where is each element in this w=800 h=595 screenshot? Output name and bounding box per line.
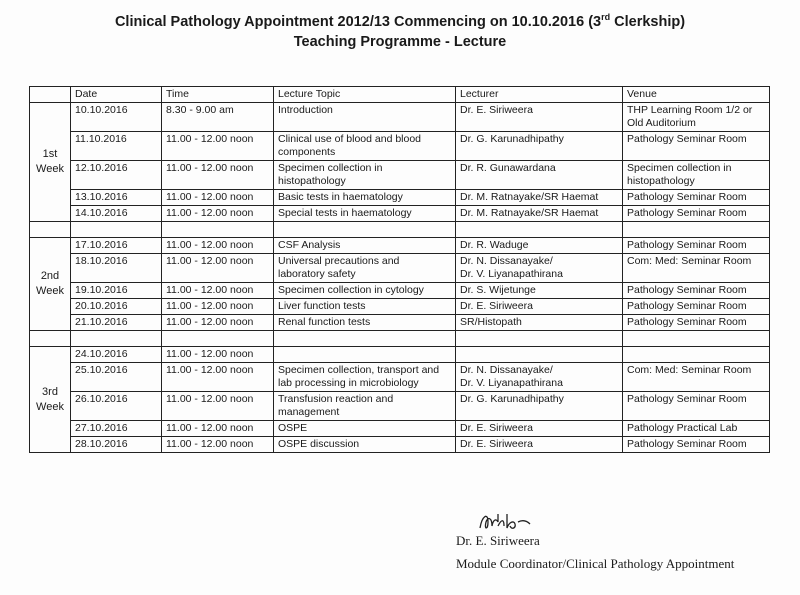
spacer-row [30, 222, 770, 238]
cell-date: 12.10.2016 [71, 161, 162, 190]
cell-lecturer [456, 437, 623, 453]
cell-line: Dr. M. Ratnayake/SR Haemat [460, 191, 599, 203]
cell-venue [623, 421, 770, 437]
cell-line: Pathology Practical Lab [627, 422, 738, 434]
spacer-cell [162, 222, 274, 238]
cell-line: Dr. N. Dissanayake/ [460, 255, 553, 267]
header-venue: Venue [623, 87, 770, 103]
cell-line: Dr. R. Waduge [460, 239, 529, 251]
cell-date: 28.10.2016 [71, 437, 162, 453]
cell-line: Clinical use of blood and blood [278, 133, 422, 145]
cell-time: 11.00 - 12.00 noon [162, 299, 274, 315]
cell-line: CSF Analysis [278, 239, 341, 251]
cell-line: Basic tests in haematology [278, 191, 403, 203]
table-row [30, 421, 770, 437]
cell-lecturer [456, 190, 623, 206]
cell-line: Specimen collection in cytology [278, 284, 424, 296]
cell-topic [274, 283, 456, 299]
spacer-cell [30, 331, 71, 347]
cell-date: 13.10.2016 [71, 190, 162, 206]
cell-lecturer [456, 206, 623, 222]
cell-line: histopathology [627, 175, 695, 187]
cell-time: 11.00 - 12.00 noon [162, 392, 274, 421]
table-row [30, 299, 770, 315]
cell-line: Dr. R. Gunawardana [460, 162, 556, 174]
cell-lecturer [456, 299, 623, 315]
spacer-cell [456, 331, 623, 347]
table-row [30, 238, 770, 254]
cell-line: Specimen collection in [627, 162, 732, 174]
cell-time: 11.00 - 12.00 noon [162, 283, 274, 299]
cell-line: Dr. E. Siriweera [460, 104, 533, 116]
spacer-cell [623, 222, 770, 238]
week-label [30, 347, 71, 453]
cell-date: 24.10.2016 [71, 347, 162, 363]
cell-topic [274, 363, 456, 392]
spacer-cell [30, 222, 71, 238]
cell-time: 11.00 - 12.00 noon [162, 363, 274, 392]
table-row [30, 437, 770, 453]
header-topic: Lecture Topic [274, 87, 456, 103]
cell-lecturer [456, 238, 623, 254]
cell-lecturer [456, 315, 623, 331]
cell-venue [623, 206, 770, 222]
cell-date: 25.10.2016 [71, 363, 162, 392]
cell-time: 11.00 - 12.00 noon [162, 437, 274, 453]
page-subtitle: Teaching Programme - Lecture [293, 34, 507, 50]
cell-line: Pathology Seminar Room [627, 133, 747, 145]
cell-date: 11.10.2016 [71, 132, 162, 161]
cell-venue [623, 347, 770, 363]
table-row [30, 103, 770, 132]
cell-time: 11.00 - 12.00 noon [162, 315, 274, 331]
cell-venue [623, 103, 770, 132]
signatory-name: Dr. E. Siriweera [456, 533, 540, 548]
table-row [30, 315, 770, 331]
cell-topic [274, 190, 456, 206]
cell-date: 17.10.2016 [71, 238, 162, 254]
cell-lecturer [456, 421, 623, 437]
cell-topic [274, 238, 456, 254]
cell-time: 11.00 - 12.00 noon [162, 161, 274, 190]
cell-line: Dr. G. Karunadhipathy [460, 393, 564, 405]
cell-line: histopathology [278, 175, 346, 187]
spacer-cell [274, 222, 456, 238]
cell-venue [623, 392, 770, 421]
cell-lecturer [456, 363, 623, 392]
cell-time: 11.00 - 12.00 noon [162, 206, 274, 222]
cell-line: components [278, 146, 336, 158]
cell-line: THP Learning Room 1/2 or [627, 104, 753, 116]
cell-venue [623, 254, 770, 283]
cell-topic [274, 421, 456, 437]
spacer-cell [71, 331, 162, 347]
cell-line: Specimen collection in [278, 162, 383, 174]
cell-line: Com: Med: Seminar Room [627, 255, 752, 267]
week-word: Week [36, 285, 64, 297]
cell-line: laboratory safety [278, 268, 356, 280]
cell-line: lab processing in microbiology [278, 377, 419, 389]
cell-line: Renal function tests [278, 316, 371, 328]
cell-topic [274, 299, 456, 315]
cell-date: 26.10.2016 [71, 392, 162, 421]
page-title: Clinical Pathology Appointment 2012/13 Commencing on 10.10.2016 (3rd Clerkship) [114, 12, 686, 30]
cell-lecturer [456, 283, 623, 299]
cell-date: 14.10.2016 [71, 206, 162, 222]
week-ordinal: 1st [42, 148, 58, 160]
table-row [30, 347, 770, 363]
table-row [30, 206, 770, 222]
cell-line: OSPE [278, 422, 308, 434]
cell-venue [623, 299, 770, 315]
cell-topic [274, 315, 456, 331]
cell-line: OSPE discussion [278, 438, 360, 450]
cell-time: 11.00 - 12.00 noon [162, 190, 274, 206]
cell-line: Com: Med: Seminar Room [627, 364, 752, 376]
cell-topic [274, 437, 456, 453]
cell-line: Old Auditorium [627, 117, 696, 129]
cell-line: Pathology Seminar Room [627, 284, 747, 296]
table-row [30, 132, 770, 161]
cell-lecturer [456, 103, 623, 132]
cell-venue [623, 190, 770, 206]
cell-line: Introduction [278, 104, 333, 116]
cell-time: 11.00 - 12.00 noon [162, 347, 274, 363]
cell-date: 10.10.2016 [71, 103, 162, 132]
spacer-row [30, 331, 770, 347]
cell-line: Pathology Seminar Room [627, 393, 747, 405]
week-word: Week [36, 400, 64, 413]
cell-line: Liver function tests [278, 300, 366, 312]
cell-line: Pathology Seminar Room [627, 438, 747, 450]
header-week [30, 87, 71, 103]
cell-line: Dr. S. Wijetunge [460, 284, 536, 296]
week-word: Week [36, 163, 64, 175]
week-ordinal: 2nd [40, 270, 60, 282]
cell-line: Dr. G. Karunadhipathy [460, 133, 564, 145]
header-row [30, 87, 770, 103]
cell-lecturer [456, 161, 623, 190]
cell-line: Dr. V. Liyanapathirana [460, 377, 563, 389]
table-row [30, 254, 770, 283]
table-row [30, 283, 770, 299]
cell-line: Pathology Seminar Room [627, 207, 747, 219]
cell-line: Dr. M. Ratnayake/SR Haemat [460, 207, 599, 219]
table-row [30, 363, 770, 392]
cell-topic [274, 132, 456, 161]
cell-topic [274, 161, 456, 190]
header-lecturer: Lecturer [456, 87, 623, 103]
cell-line: Dr. E. Siriweera [460, 300, 533, 312]
cell-line: Dr. E. Siriweera [460, 438, 533, 450]
cell-line: Pathology Seminar Room [627, 316, 747, 328]
cell-venue [623, 132, 770, 161]
cell-line: Specimen collection, transport and [278, 364, 440, 376]
cell-line: SR/Histopath [460, 316, 522, 328]
cell-line: Dr. V. Liyanapathirana [460, 268, 563, 280]
cell-line: Universal precautions and [278, 255, 400, 267]
cell-time: 8.30 - 9.00 am [162, 103, 274, 132]
cell-topic [274, 347, 456, 363]
cell-venue [623, 238, 770, 254]
cell-topic [274, 206, 456, 222]
cell-lecturer [456, 254, 623, 283]
cell-venue [623, 283, 770, 299]
cell-time: 11.00 - 12.00 noon [162, 238, 274, 254]
cell-line: Pathology Seminar Room [627, 191, 747, 203]
cell-topic [274, 254, 456, 283]
cell-date: 18.10.2016 [71, 254, 162, 283]
cell-line: management [278, 406, 340, 418]
cell-time: 11.00 - 12.00 noon [162, 254, 274, 283]
cell-line: Pathology Seminar Room [627, 239, 747, 251]
cell-venue [623, 315, 770, 331]
spacer-cell [623, 331, 770, 347]
table-row [30, 161, 770, 190]
cell-topic [274, 103, 456, 132]
cell-lecturer [456, 132, 623, 161]
spacer-cell [274, 331, 456, 347]
spacer-cell [456, 222, 623, 238]
week-label [30, 103, 71, 222]
cell-venue [623, 363, 770, 392]
table-row [30, 190, 770, 206]
signatory-role: Module Coordinator/Clinical Pathology Appointment [456, 556, 735, 571]
cell-line: Dr. N. Dissanayake/ [460, 364, 553, 376]
cell-time: 11.00 - 12.00 noon [162, 132, 274, 161]
cell-lecturer [456, 347, 623, 363]
spacer-cell [162, 331, 274, 347]
header-date: Date [71, 87, 162, 103]
schedule-table [29, 86, 770, 453]
cell-date: 19.10.2016 [71, 283, 162, 299]
cell-date: 20.10.2016 [71, 299, 162, 315]
cell-line: Transfusion reaction and [278, 393, 394, 405]
week-label [30, 238, 71, 331]
week-ordinal: 3rd [42, 385, 58, 398]
cell-date: 21.10.2016 [71, 315, 162, 331]
cell-lecturer [456, 392, 623, 421]
cell-line: Pathology Seminar Room [627, 300, 747, 312]
header-time: Time [162, 87, 274, 103]
cell-topic [274, 392, 456, 421]
cell-venue [623, 161, 770, 190]
cell-line: Special tests in haematology [278, 207, 412, 219]
cell-date: 27.10.2016 [71, 421, 162, 437]
cell-line: Dr. E. Siriweera [460, 422, 533, 434]
table-row [30, 392, 770, 421]
cell-time: 11.00 - 12.00 noon [162, 421, 274, 437]
cell-venue [623, 437, 770, 453]
spacer-cell [71, 222, 162, 238]
